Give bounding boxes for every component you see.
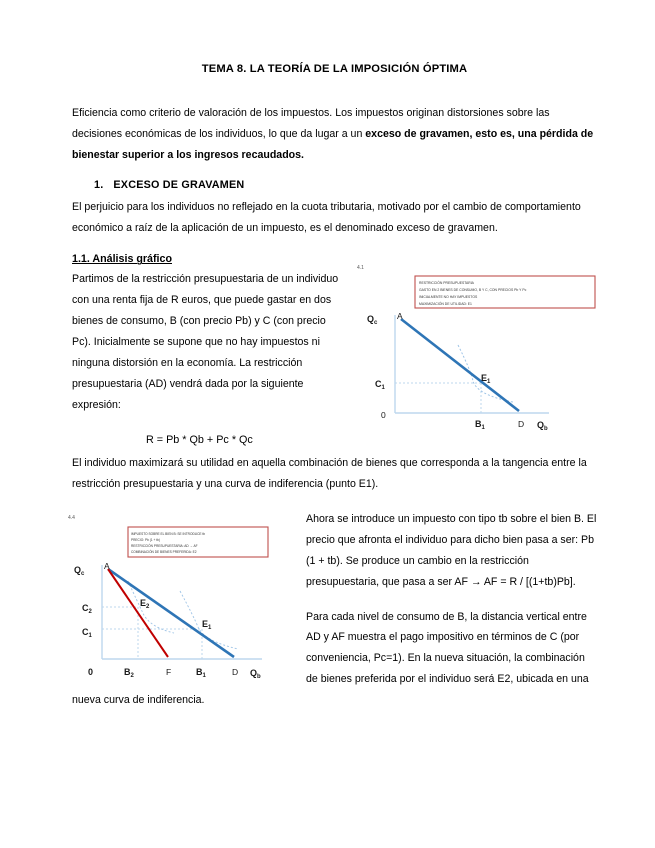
chart-1-caption-line-2: GASTO EN 2 BIENES DE CONSUMO, B Y C, CON PRECIOS Pb Y Pc bbox=[419, 288, 527, 293]
chart-1-point-a-label: A bbox=[397, 311, 403, 322]
chart-1-point-d-label: D bbox=[518, 419, 525, 430]
chart-1-caption-line-1: RESTRICCIÓN PRESUPUESTARIA bbox=[419, 281, 474, 286]
chart-1-budget-line-ad bbox=[401, 319, 519, 411]
chart-2-xtick-b1: $B_1$ bbox=[196, 666, 206, 679]
chart-2-ylabel: $Q_c$ bbox=[74, 564, 85, 577]
chart-1-ytick-c1: $C_1$ bbox=[375, 379, 385, 392]
chart-2-xlabel: $Q_b$ bbox=[250, 667, 261, 680]
chart-1-point-e1-label: $E_1$ bbox=[481, 373, 491, 386]
chart-1-xlabel: $Q_b$ bbox=[537, 420, 548, 433]
chart-2-xtick-b2: $B_2$ bbox=[124, 666, 134, 679]
chart-2-budget-line-ad bbox=[108, 569, 234, 657]
intro-paragraph bbox=[72, 103, 597, 166]
chart-2-point-e2-label: $E_2$ bbox=[140, 597, 150, 610]
figure-budget-constraint-no-tax bbox=[353, 263, 605, 439]
chart-2-point-d-label: D bbox=[232, 666, 239, 677]
intro-text-plain: Eficiencia como criterio de valoración de los impuestos. Los impuestos originan distorsiones sobre las decisiones económicas de los individuos, lo que da lugar a un bbox=[72, 106, 550, 140]
paragraph-graph-1: Partimos de la restricción presupuestaria de un individuo con una renta fija de R euros, que puede gastar en dos bienes de consumo, B (con precio Pb) y C (con precio Pc). Inicialmente se supone que no hay impuestos ni ninguna distorsión en la economía. La restricción presupuestaria (AD) vendrá dada por la siguiente expresión: bbox=[72, 273, 339, 412]
chart-2-ytick-c2: $C_2$ bbox=[82, 602, 92, 615]
page-title: TEMA 8. LA TEORÍA DE LA IMPOSICIÓN ÓPTIMA bbox=[201, 63, 468, 75]
paragraph-graph-2: El individuo maximizará su utilidad en aquella combinación de bienes que corresponda a la tangencia entre la restricción presupuestaria y una curva de indiferencia (punto E1). bbox=[72, 456, 587, 490]
chart-1-xtick-b1: $B_1$ bbox=[475, 419, 485, 432]
intro-text-bold: exceso de gravamen, esto es, una pérdida de bienestar superior a los ingresos recaudados. bbox=[72, 127, 594, 161]
subsection-heading: 1.1. Análisis gráfico bbox=[72, 253, 172, 266]
chart-2-caption-line-4: COMBINACIÓN DE BIENES PREFERIDA: E2 bbox=[131, 549, 197, 554]
chart-2-point-f-label: F bbox=[166, 666, 172, 677]
chart-2-point-a-label: A bbox=[104, 560, 110, 571]
paragraph-tax-1: Ahora se introduce un impuesto con tipo tb sobre el bien B. El precio que afronta el individuo para dicho bien pasa a ser: Pb (1 + tb). Se produce un cambio en la restricción presupuestaria, que pasa a ser AF → AF = R / [(1+tb)Pb]. bbox=[306, 512, 597, 588]
chart-1-svg bbox=[353, 263, 605, 439]
chart-2-caption-line-3: RESTRICCIÓN PRESUPUESTARIA: AD → AF bbox=[131, 543, 198, 548]
section-number: 1. bbox=[94, 179, 104, 192]
paragraph-tax-2: Para cada nivel de consumo de B, la distancia vertical entre AD y AF muestra el pago impositivo en términos de C (por conveniencia, Pc=1). En la nueva situación, la combinación de bienes preferida por el individuo será E2, ubicada en una nueva curva de indiferencia. bbox=[72, 610, 589, 707]
chart-2-caption-line-1: IMPUESTO SOBRE EL BIEN B: SE INTRODUCE tb bbox=[131, 531, 206, 536]
slide-marker-2: 4.4 bbox=[68, 514, 75, 521]
chart-2-caption-line-2: PRECIO: Pb (1 + tb) bbox=[131, 537, 160, 542]
chart-2-origin-label: 0 bbox=[88, 666, 94, 677]
section-heading bbox=[72, 179, 597, 191]
chart-2-ytick-c1: $C_1$ bbox=[82, 626, 92, 639]
chart-1-caption-line-3: INICIALMENTE NO HAY IMPUESTOS bbox=[419, 295, 478, 300]
chart-2-point-e1-label: $E_1$ bbox=[202, 618, 212, 631]
chart-1-ylabel: $Q_c$ bbox=[367, 314, 378, 327]
section-title: EXCESO DE GRAVAMEN bbox=[113, 179, 245, 192]
chart-2-svg bbox=[62, 511, 290, 685]
figure-budget-constraint-with-tax bbox=[62, 511, 290, 685]
chart-1-caption-line-4: MAXIMIZACIÓN DE UTILIDAD: E1 bbox=[419, 302, 472, 307]
section-body-paragraph: El perjuicio para los individuos no reflejado en la cuota tributaria, motivado por el cambio de comportamiento económico a raíz de la aplicación de un impuesto, es el denominado exceso de gravamen. bbox=[72, 201, 581, 235]
slide-marker-1: 4.1 bbox=[357, 265, 364, 272]
chart-1-origin-label: 0 bbox=[381, 410, 386, 421]
formula-budget-constraint: R = Pb * Qb + Pc * Qc bbox=[146, 434, 253, 447]
